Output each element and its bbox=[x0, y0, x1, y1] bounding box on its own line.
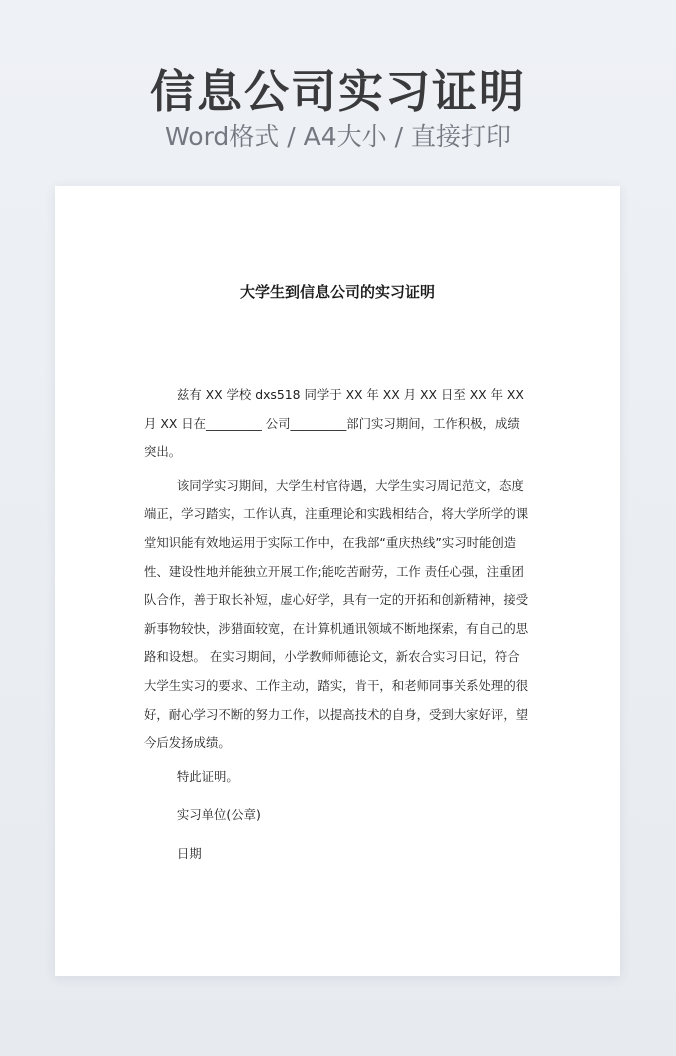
closing-statement: 特此证明。 bbox=[176, 768, 239, 784]
banner-title: 信息公司实习证明 bbox=[149, 65, 526, 118]
signature-line: 实习单位(公章) bbox=[176, 807, 261, 823]
body-paragraph-evaluation: 该同学实习期间，大学生村官待遇，大学生实习周记范文，态度端正，学习踏实，工作认真，注重理论和实践相结合，将大学所学的课堂知识能有效地运用于实际工作中，在我部“重庆热线”实习时能创造性、建设性地并能独立开展工作;能吃苦耐劳，工作 责任心强，注重团队合作，善于取长补短，虚心好学，具有一定的开拓和创新精神，接受新事物较快，涉猎面较宽，在计算机通讯领域不断地探索，有自己的思路和设想。 在实习期间，小学教师师德论文，新农合实习日记，符合大学生实习的要求、工作主动，踏实，肯干，和老师同事关系处理的很好，耐心学习不断的努力工作，以提高技术的自身，受到大家好评，望今后发扬成绩。 bbox=[144, 477, 529, 751]
body-paragraph-intro: 兹有 XX 学校 dxs518 同学于 XX 年 XX 月 XX 日至 XX 年 XX 月 XX 日在_________ 公司_________部门实习期间，工作积极，成绩突出。 bbox=[144, 387, 524, 460]
document-title: 大学生到信息公司的实习证明 bbox=[239, 283, 435, 301]
document-page bbox=[55, 186, 620, 976]
document-body bbox=[144, 381, 530, 879]
banner-subtitle: Word格式 / A4大小 / 直接打印 bbox=[165, 122, 511, 151]
date-line: 日期 bbox=[176, 845, 202, 861]
